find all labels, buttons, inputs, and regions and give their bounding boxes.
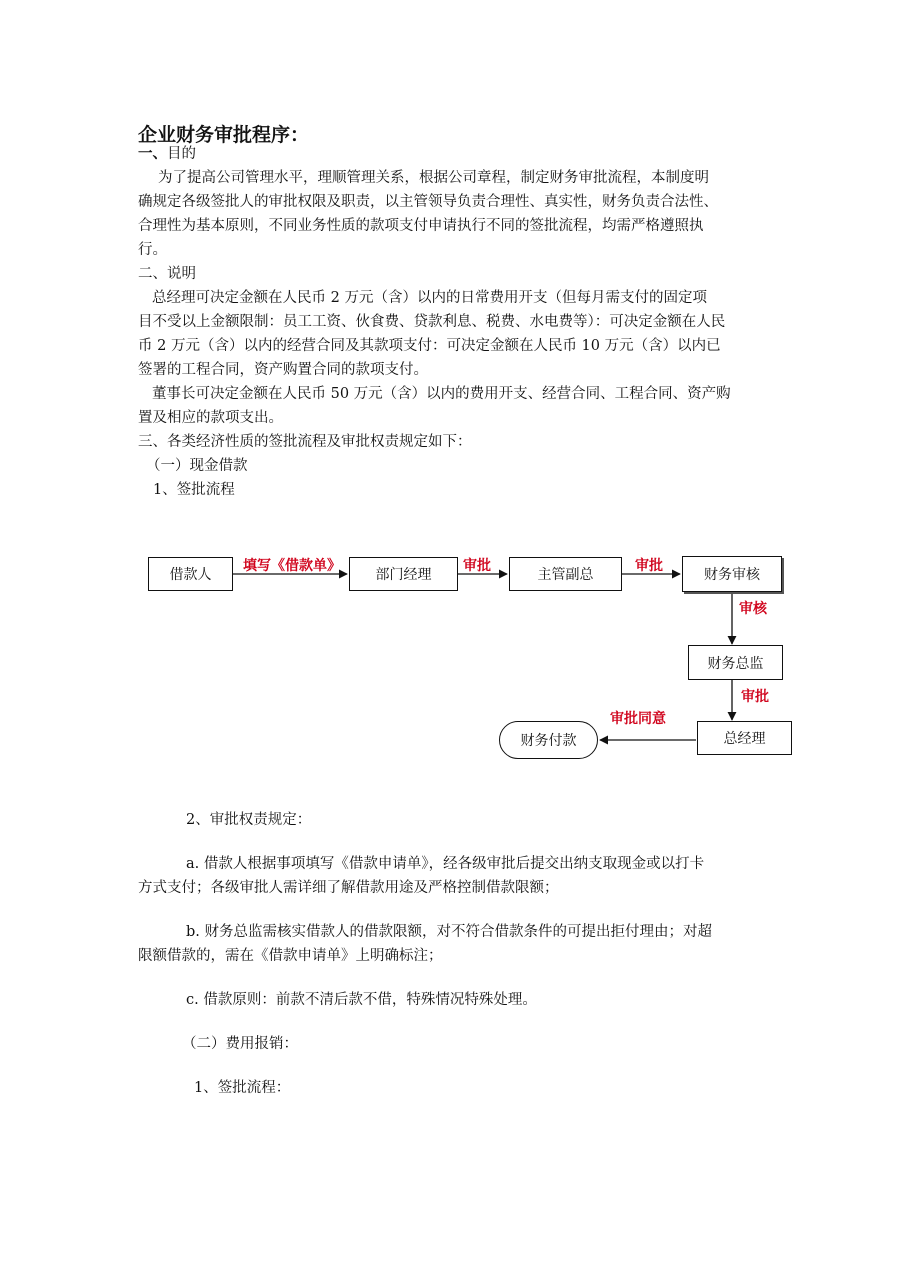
rule-b-line: 限额借款的，需在《借款申请单》上明确标注； (138, 948, 443, 964)
paragraph-line: 目不受以上金额限制：员工工资、伙食费、贷款利息、税费、水电费等）：可决定金额在人民 (138, 314, 726, 330)
flow-label-fill-form: 填写《借款单》 (243, 558, 341, 574)
section1-heading-text: 目的 (167, 146, 196, 162)
flow-label-approve: 审批 (741, 689, 769, 705)
paragraph-line: 确规定各级签批人的审批权限及职责，以主管领导负责合理性、真实性，财务负责合法性、 (138, 194, 718, 210)
document-title: 企业财务审批程序： (138, 124, 310, 146)
paragraph-line: 合理性为基本原则，不同业务性质的款项支付申请执行不同的签批流程，均需严格遵照执 (138, 218, 704, 234)
rule-b-line: b. 财务总监需核实借款人的借款限额，对不符合借款条件的可提出拒付理由；对超 (186, 924, 712, 940)
rule-c-line: c. 借款原则：前款不清后款不借，特殊情况特殊处理。 (186, 992, 537, 1008)
subsection-cash-loan: （一）现金借款 (146, 458, 248, 474)
flow-label-approve-agree: 审批同意 (610, 711, 666, 727)
section2-heading: 二、说明 (138, 266, 196, 282)
flow-node-borrower: 借款人 (148, 557, 233, 591)
paragraph-line: 为了提高公司管理水平，理顺管理关系，根据公司章程，制定财务审批流程，本制度明 (158, 170, 709, 186)
flow-label-review: 审核 (739, 601, 767, 617)
subsection-item-rules: 2、审批权责规定： (186, 812, 312, 828)
subsection-expense-reimbursement: （二）费用报销： (182, 1036, 298, 1052)
paragraph-line: 董事长可决定金额在人民币 50 万元（含）以内的费用开支、经营合同、工程合同、资产购 (152, 386, 731, 402)
rule-a-line: 方式支付；各级审批人需详细了解借款用途及严格控制借款限额； (138, 880, 559, 896)
flow-node-general-manager: 总经理 (697, 721, 792, 755)
flow-node-finance-director: 财务总监 (688, 645, 783, 680)
paragraph-line: 总经理可决定金额在人民币 2 万元（含）以内的日常费用开支（但每月需支付的固定项 (152, 290, 707, 306)
rule-a-line: a. 借款人根据事项填写《借款申请单》，经各级审批后提交出纳支取现金或以打卡 (186, 856, 705, 872)
section1-number: 一、 (138, 146, 167, 162)
section1-heading (138, 143, 778, 165)
paragraph-line: 币 2 万元（含）以内的经营合同及其款项支付：可决定金额在人民币 10 万元（含）以内已 (138, 338, 721, 354)
paragraph-line: 签署的工程合同，资产购置合同的款项支付。 (138, 362, 428, 378)
subsection-item-flow: 1、签批流程 (153, 482, 235, 498)
flow-node-dept-manager: 部门经理 (349, 557, 458, 591)
flow-label-approve: 审批 (635, 558, 663, 574)
paragraph-line: 置及相应的款项支出。 (138, 410, 283, 426)
flow-node-finance-review: 财务审核 (682, 556, 782, 592)
section3-heading: 三、各类经济性质的签批流程及审批权责规定如下： (138, 434, 472, 450)
paragraph-line: 行。 (138, 242, 167, 258)
flow-node-finance-payment: 财务付款 (499, 721, 598, 759)
subsection-item-flow: 1、签批流程： (194, 1080, 291, 1096)
flow-label-approve: 审批 (463, 558, 491, 574)
flow-node-deputy-gm: 主管副总 (509, 557, 622, 591)
